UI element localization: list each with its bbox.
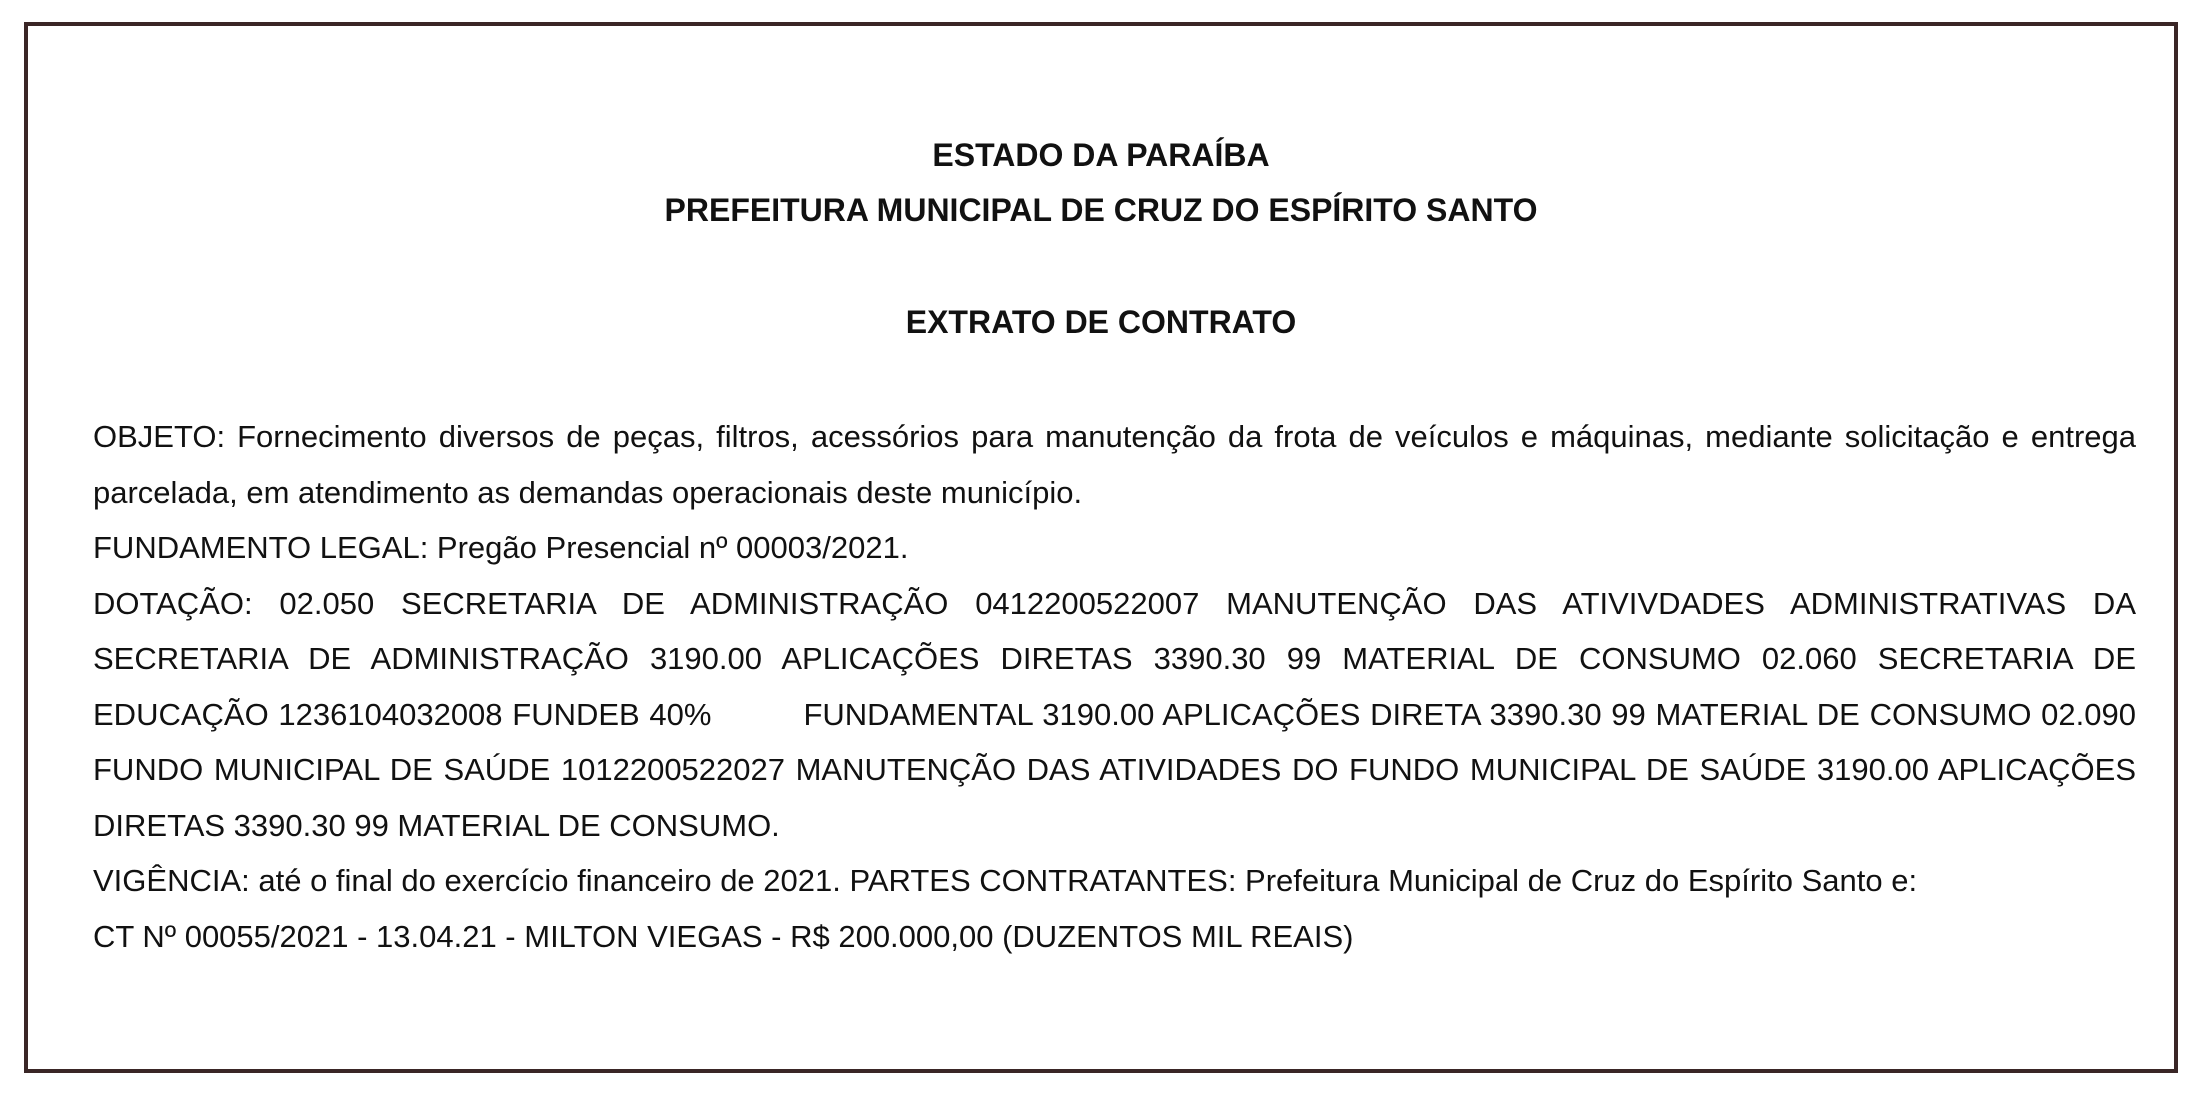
document-title: EXTRATO DE CONTRATO bbox=[905, 304, 1297, 340]
municipality-heading: PREFEITURA MUNICIPAL DE CRUZ DO ESPÍRITO SANTO bbox=[664, 192, 1538, 228]
dotacao-text-part1: DOTAÇÃO: 02.050 SECRETARIA DE ADMINISTRAÇÃO 0412200522007 MANUTENÇÃO DAS ATIVIVDADES ADMINISTRATIVAS DA SECRETARIA DE ADMINISTRAÇÃO 3190.00 APLICAÇÕES DIRETAS 3390.30 99 MATERIAL DE CONSUMO 02.060 SECRETARIA DE EDUCAÇÃO 1236104032008 FUNDEB 40% bbox=[93, 585, 2136, 732]
vigencia-paragraph: VIGÊNCIA: até o final do exercício financeiro de 2021. PARTES CONTRATANTES: Prefeitura Municipal de Cruz do Espírito Santo e: bbox=[93, 863, 1918, 898]
contract-body bbox=[93, 409, 2136, 964]
state-heading: ESTADO DA PARAÍBA bbox=[932, 137, 1270, 173]
contrato-paragraph: CT Nº 00055/2021 - 13.04.21 - MILTON VIEGAS - R$ 200.000,00 (DUZENTOS MIL REAIS) bbox=[93, 918, 1354, 954]
objeto-paragraph: OBJETO: Fornecimento diversos de peças, filtros, acessórios para manutenção da frota de veículos e máquinas, mediante solicitação e entrega parcelada, em atendimento as demandas operacionais deste município. bbox=[93, 419, 2136, 510]
dotacao-text-part2: FUNDAMENTAL 3190.00 APLICAÇÕES DIRETA 3390.30 99 MATERIAL DE CONSUMO 02.090 FUNDO MUNICIPAL DE SAÚDE 1012200522027 MANUTENÇÃO DAS ATIVIDADES DO FUNDO MUNICIPAL DE SAÚDE 3190.00 APLICAÇÕES DIRETAS 3390.30 99 MATERIAL DE CONSUMO. bbox=[93, 696, 2136, 843]
document-frame bbox=[24, 22, 2178, 1073]
fundamento-paragraph: FUNDAMENTO LEGAL: Pregão Presencial nº 00003/2021. bbox=[93, 530, 909, 565]
dotacao-paragraph bbox=[93, 576, 2136, 854]
